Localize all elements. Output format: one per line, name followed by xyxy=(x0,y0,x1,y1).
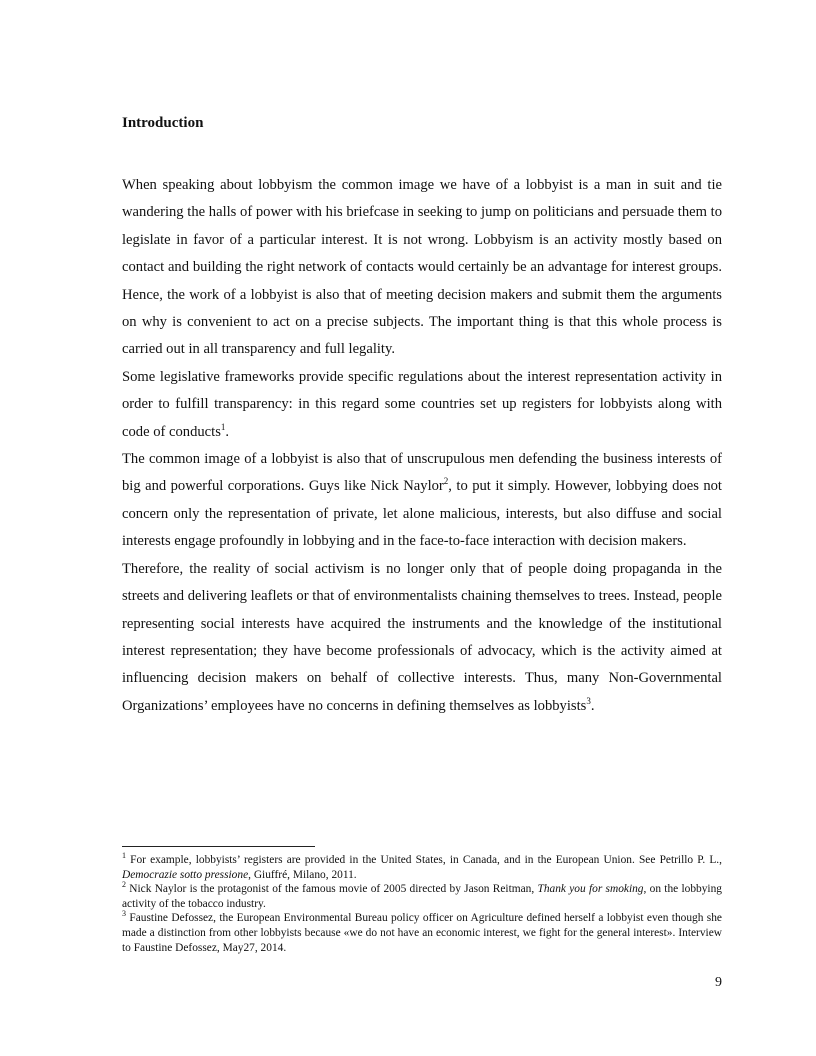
paragraph-3-end: , to put it simply. However, lobbying does not concern only the representation of private, let alone malicious, interests, but also diffuse and social interests engage profoundly in lobbying and in the face-to-face interaction with decision makers. xyxy=(122,478,722,550)
footnote-1-end: , Giuffré, Milano, 2011. xyxy=(248,868,357,881)
paragraph-1 xyxy=(122,172,722,364)
paragraph-3-text: The common image of a lobbyist is also that of unscrupulous men defending the business interests of big and powerful corporations. Guys like Nick Naylor xyxy=(122,451,722,495)
footnote-3 xyxy=(122,911,722,955)
page-number: 9 xyxy=(715,975,722,990)
paragraph-2 xyxy=(122,364,722,446)
paragraph-4-text: Therefore, the reality of social activism is no longer only that of people doing propaganda in the streets and delivering leaflets or that of environmentalists chaining themselves to trees. Instead, people representing social interests have acquired the instruments and the knowledge of the institutional interest representation; they have become professionals of advocacy, which is the activity aimed at influencing decision makers on behalf of collective interests. Thus, many Non-Governmental Organizations’ employees have no concerns in defining themselves as lobbyists xyxy=(122,560,722,714)
footnote-1-text: For example, lobbyists’ registers are provided in the United States, in Canada, and in the European Union. See Petrillo P. L., xyxy=(126,854,722,866)
paragraph-4-end: . xyxy=(590,697,595,714)
footnote-2-text: Nick Naylor is the protagonist of the famous movie of 2005 directed by Jason Reitman, xyxy=(126,883,538,896)
paragraph-2-end: . xyxy=(225,423,230,440)
footnote-3-number: 3 xyxy=(122,909,126,919)
paragraph-3 xyxy=(122,446,722,556)
footnote-1 xyxy=(122,853,722,882)
section-heading: Introduction xyxy=(122,115,204,131)
paragraph-2-text: Some legislative frameworks provide specific regulations about the interest representation activity in order to fulfill transparency: in this regard some countries set up registers for lobbyists along with code of conducts xyxy=(122,368,722,440)
footnote-ref-3: 3 xyxy=(586,695,591,706)
paragraph-1-text: When speaking about lobbyism the common image we have of a lobbyist is a man in suit and tie wandering the halls of power with his briefcase in seeking to jump on politicians and persuade them to legislate in favor of a particular interest. It is not wrong. Lobbyism is an activity mostly based on contact and building the right network of contacts would certainly be an advantage for interest groups. Hence, the work of a lobbyist is also that of meeting decision makers and submit them the arguments on why is convenient to act on a precise subjects. The important thing is that this whole process is carried out in all transparency and full legality. xyxy=(122,177,722,358)
footnote-2-end: , on the lobbying activity of the tobacco industry. xyxy=(122,883,722,910)
footnotes xyxy=(122,853,722,955)
footnote-ref-2: 2 xyxy=(443,476,449,487)
footnote-2-number: 2 xyxy=(122,880,126,890)
footnote-2 xyxy=(122,882,722,911)
footnote-2-movie-title: Thank you for smoking xyxy=(537,883,644,896)
footnote-1-book-title: Democrazie sotto pressione xyxy=(122,868,249,881)
footnote-ref-1: 1 xyxy=(220,421,226,432)
footnote-1-number: 1 xyxy=(122,851,126,861)
body-text xyxy=(122,172,722,720)
footnote-separator xyxy=(122,846,315,847)
paragraph-4 xyxy=(122,556,722,720)
footnote-3-text: Faustine Defossez, the European Environmental Bureau policy officer on Agriculture defined herself a lobbyist even though she made a distinction from other lobbyists because «we do not have an economic interest, we fight for the general interest». Interview to Faustine Defossez, May27, 2014. xyxy=(122,912,722,954)
